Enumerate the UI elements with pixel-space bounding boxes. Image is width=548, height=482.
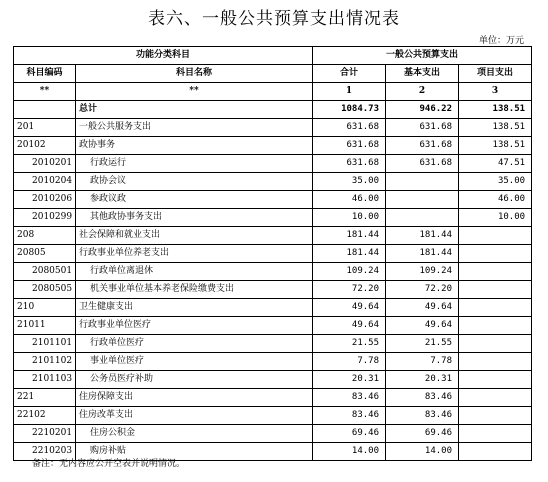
- row-total: 181.44: [313, 245, 386, 263]
- row-code: 2010201: [14, 155, 76, 173]
- row-project: 138.51: [459, 119, 532, 137]
- row-name: 行政单位医疗: [76, 335, 313, 353]
- row-name: 行政运行: [76, 155, 313, 173]
- row-code: 2080501: [14, 263, 76, 281]
- row-code: 2080505: [14, 281, 76, 299]
- table-row: [14, 425, 532, 443]
- row-code: 22102: [14, 407, 76, 425]
- row-code: 20102: [14, 137, 76, 155]
- row-total: 35.00: [313, 173, 386, 191]
- table-row: [14, 263, 532, 281]
- row-basic: 181.44: [386, 227, 459, 245]
- row-project: [459, 299, 532, 317]
- row-name: 公务员医疗补助: [76, 371, 313, 389]
- row-code: 21011: [14, 317, 76, 335]
- row-project: [459, 227, 532, 245]
- row-name: 住房改革支出: [76, 407, 313, 425]
- row-code: 2101101: [14, 335, 76, 353]
- page-title: 表六、一般公共预算支出情况表: [148, 9, 400, 29]
- row-total: 46.00: [313, 191, 386, 209]
- row-basic: 631.68: [386, 155, 459, 173]
- row-project: [459, 425, 532, 443]
- row-name: 政协事务: [76, 137, 313, 155]
- unit-label: 单位：万元: [478, 36, 524, 46]
- row-code: 2010299: [14, 209, 76, 227]
- table-row: [14, 137, 532, 155]
- header-column-row: [14, 65, 532, 83]
- budget-table: [13, 46, 532, 461]
- row-project: [459, 245, 532, 263]
- row-total: 109.24: [313, 263, 386, 281]
- row-name: 其他政协事务支出: [76, 209, 313, 227]
- row-total: 7.78: [313, 353, 386, 371]
- row-basic: 7.78: [386, 353, 459, 371]
- header-total: 合计: [313, 65, 386, 83]
- table-row: [14, 227, 532, 245]
- row-project: [459, 389, 532, 407]
- total-code: [14, 101, 76, 119]
- row-basic: 20.31: [386, 371, 459, 389]
- table-row: [14, 335, 532, 353]
- header-group-left: 功能分类科目: [14, 47, 313, 65]
- table-row: [14, 371, 532, 389]
- table-row: [14, 209, 532, 227]
- row-basic: 631.68: [386, 119, 459, 137]
- row-code: 2210203: [14, 443, 76, 461]
- row-total: 83.46: [313, 389, 386, 407]
- table-row: [14, 173, 532, 191]
- row-basic: 109.24: [386, 263, 459, 281]
- row-basic: 83.46: [386, 389, 459, 407]
- row-basic: 83.46: [386, 407, 459, 425]
- table-row: [14, 317, 532, 335]
- row-basic: [386, 191, 459, 209]
- row-total: 49.64: [313, 299, 386, 317]
- row-name: 行政事业单位养老支出: [76, 245, 313, 263]
- row-total: 49.64: [313, 317, 386, 335]
- row-basic: 69.46: [386, 425, 459, 443]
- row-name: 行政单位离退休: [76, 263, 313, 281]
- row-basic: [386, 209, 459, 227]
- footnote: 备注：无内容应公开空表并说明情况。: [32, 459, 186, 469]
- total-total: 1084.73: [313, 101, 386, 119]
- row-total: 14.00: [313, 443, 386, 461]
- header-group-row: [14, 47, 532, 65]
- total-row: [14, 101, 532, 119]
- row-code: 2010206: [14, 191, 76, 209]
- row-basic: 21.55: [386, 335, 459, 353]
- table-row: [14, 191, 532, 209]
- row-basic: 631.68: [386, 137, 459, 155]
- row-code: 201: [14, 119, 76, 137]
- row-basic: [386, 173, 459, 191]
- row-code: 2210201: [14, 425, 76, 443]
- header-name: 科目名称: [76, 65, 313, 83]
- row-total: 21.55: [313, 335, 386, 353]
- table-row: [14, 299, 532, 317]
- table-row: [14, 119, 532, 137]
- row-code: 210: [14, 299, 76, 317]
- table-row: [14, 353, 532, 371]
- row-basic: 181.44: [386, 245, 459, 263]
- header-basic-index: 2: [386, 83, 459, 101]
- row-project: [459, 371, 532, 389]
- row-project: [459, 281, 532, 299]
- table-row: [14, 245, 532, 263]
- row-total: 83.46: [313, 407, 386, 425]
- total-name: 总计: [76, 101, 313, 119]
- row-project: 35.00: [459, 173, 532, 191]
- row-name: 机关事业单位基本养老保险缴费支出: [76, 281, 313, 299]
- row-total: 181.44: [313, 227, 386, 245]
- header-total-index: 1: [313, 83, 386, 101]
- table-row: [14, 407, 532, 425]
- row-project: 138.51: [459, 137, 532, 155]
- row-code: 208: [14, 227, 76, 245]
- row-total: 20.31: [313, 371, 386, 389]
- row-name: 购房补贴: [76, 443, 313, 461]
- row-total: 10.00: [313, 209, 386, 227]
- row-total: 631.68: [313, 155, 386, 173]
- row-project: [459, 407, 532, 425]
- total-project: 138.51: [459, 101, 532, 119]
- row-project: [459, 263, 532, 281]
- row-code: 221: [14, 389, 76, 407]
- table-row: [14, 389, 532, 407]
- total-basic: 946.22: [386, 101, 459, 119]
- row-project: [459, 443, 532, 461]
- row-total: 69.46: [313, 425, 386, 443]
- header-basic: 基本支出: [386, 65, 459, 83]
- row-total: 631.68: [313, 137, 386, 155]
- row-code: 2010204: [14, 173, 76, 191]
- row-name: 卫生健康支出: [76, 299, 313, 317]
- row-total: 631.68: [313, 119, 386, 137]
- row-name: 住房保障支出: [76, 389, 313, 407]
- table-row: [14, 155, 532, 173]
- row-name: 一般公共服务支出: [76, 119, 313, 137]
- row-basic: 49.64: [386, 317, 459, 335]
- row-name: 事业单位医疗: [76, 353, 313, 371]
- row-project: 46.00: [459, 191, 532, 209]
- row-code: 2101103: [14, 371, 76, 389]
- row-total: 72.20: [313, 281, 386, 299]
- row-name: 社会保障和就业支出: [76, 227, 313, 245]
- row-project: 10.00: [459, 209, 532, 227]
- row-project: [459, 317, 532, 335]
- row-name: 政协会议: [76, 173, 313, 191]
- row-name: 行政事业单位医疗: [76, 317, 313, 335]
- row-name: 住房公积金: [76, 425, 313, 443]
- header-index-row: [14, 83, 532, 101]
- header-code: 科目编码: [14, 65, 76, 83]
- header-group-right: 一般公共预算支出: [313, 47, 532, 65]
- row-basic: 72.20: [386, 281, 459, 299]
- header-project-index: 3: [459, 83, 532, 101]
- row-code: 2101102: [14, 353, 76, 371]
- row-project: [459, 335, 532, 353]
- row-basic: 49.64: [386, 299, 459, 317]
- row-name: 参政议政: [76, 191, 313, 209]
- header-code-mark: **: [14, 83, 76, 101]
- row-project: [459, 353, 532, 371]
- row-basic: 14.00: [386, 443, 459, 461]
- table-row: [14, 281, 532, 299]
- header-project: 项目支出: [459, 65, 532, 83]
- row-code: 20805: [14, 245, 76, 263]
- row-project: 47.51: [459, 155, 532, 173]
- header-name-mark: **: [76, 83, 313, 101]
